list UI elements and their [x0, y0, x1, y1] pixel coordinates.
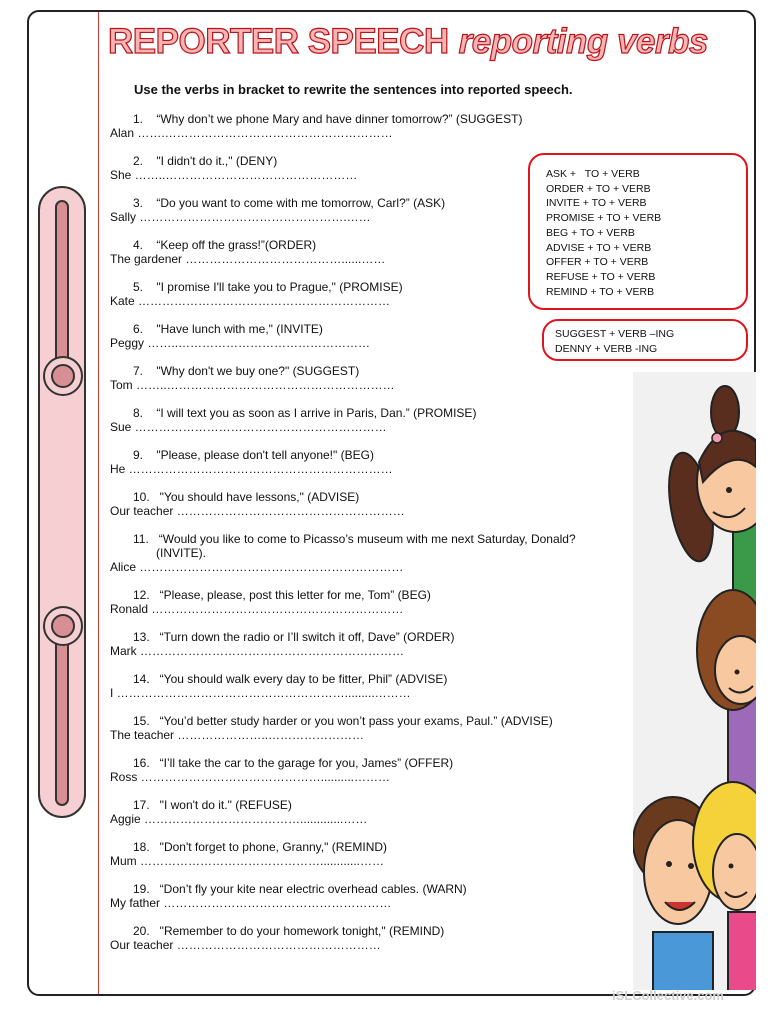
- exercise-prompt: 9. "Please, please don't tell anyone!" (BEG): [133, 448, 374, 462]
- exercise-item: [110, 924, 444, 952]
- exercise-item: [110, 196, 445, 224]
- answer-line[interactable]: The gardener …………………………………......……: [110, 252, 386, 266]
- exercise-item: [110, 280, 403, 308]
- verb-pattern: ORDER + TO + VERB: [546, 182, 651, 195]
- verb-pattern: ASK + TO + VERB: [546, 168, 640, 180]
- binder-rod: [55, 200, 69, 380]
- exercise-prompt: 11. “Would you like to come to Picasso’s museum with me next Saturday, Donald?: [133, 532, 576, 546]
- verb-pattern-box-gerund: [542, 319, 748, 361]
- answer-line[interactable]: Mark …………………………………………………………: [110, 644, 404, 658]
- binder-ring-icon: [43, 356, 83, 396]
- exercise-prompt: 18. "Don't forget to phone, Granny," (REMIND): [133, 840, 388, 854]
- exercise-prompt: 10. "You should have lessons," (ADVISE): [133, 490, 360, 504]
- exercise-prompt: 3. “Do you want to come with me tomorrow, Carl?” (ASK): [133, 196, 446, 210]
- answer-line[interactable]: Sue ………………………………………………………: [110, 420, 387, 434]
- exercise-prompt: 17. "I won't do it." (REFUSE): [133, 798, 292, 812]
- margin-line: [98, 12, 99, 994]
- title-main: REPORTER SPEECH: [108, 22, 449, 61]
- binder-rod: [55, 620, 69, 806]
- answer-line[interactable]: Peggy ……..…………………………………………: [110, 336, 371, 350]
- exercise-prompt: 19. “Don’t fly your kite near electric overhead cables. (WARN): [133, 882, 467, 896]
- exercise-prompt: 13. “Turn down the radio or I’ll switch it off, Dave” (ORDER): [133, 630, 455, 644]
- answer-line[interactable]: Ronald ………………………………………………………: [110, 602, 404, 616]
- exercise-item: [110, 406, 476, 434]
- exercise-prompt: 4. “Keep off the grass!”(ORDER): [133, 238, 317, 252]
- exercise-prompt: 14. “You should walk every day to be fitter, Phil” (ADVISE): [133, 672, 448, 686]
- answer-line[interactable]: Mum ………………………………………............……: [110, 854, 385, 868]
- exercise-item: [110, 238, 385, 266]
- exercise-prompt: 12. “Please, please, post this letter for me, Tom” (BEG): [133, 588, 431, 602]
- answer-line[interactable]: The teacher …………………..……………………: [110, 728, 365, 742]
- exercise-item: [110, 672, 447, 700]
- answer-line[interactable]: She ……..…………………………………………: [110, 168, 358, 182]
- exercise-item: [110, 588, 431, 616]
- exercise-prompt: 7. "Why don't we buy one?" (SUGGEST): [133, 364, 360, 378]
- answer-line[interactable]: Tom ……..…………………………………………………: [110, 378, 395, 392]
- verb-pattern: INVITE + TO + VERB: [546, 197, 647, 210]
- exercise-item: [110, 756, 453, 784]
- answer-line[interactable]: Kate ………………………………………………………: [110, 294, 391, 308]
- exercise-item: [110, 714, 553, 742]
- exercise-item: [110, 112, 523, 140]
- answer-line[interactable]: Our teacher …………………………………………………: [110, 504, 405, 518]
- children-illustration: [633, 372, 756, 990]
- children-illustration-svg: [633, 372, 756, 990]
- title-sub: reporting verbs: [458, 22, 708, 61]
- verb-pattern: SUGGEST + VERB –ING: [555, 328, 675, 340]
- exercise-prompt: 16. “I’ll take the car to the garage for you, James” (OFFER): [133, 756, 454, 770]
- answer-line[interactable]: Ross ………………………………………..........………: [110, 770, 391, 784]
- verb-pattern: BEG + TO + VERB: [546, 226, 635, 239]
- exercise-item: [110, 364, 395, 392]
- answer-line[interactable]: Alice …………………………………………………………: [110, 560, 404, 574]
- exercise-prompt: 5. "I promise I'll take you to Prague," (PROMISE): [133, 280, 403, 294]
- exercise-item: [110, 532, 576, 574]
- exercise-prompt: 1. “Why don’t we phone Mary and have dinner tomorrow?” (SUGGEST): [133, 112, 523, 126]
- exercise-prompt: 2. "I didn't do it.," (DENY): [133, 154, 278, 168]
- verb-pattern: OFFER + TO + VERB: [546, 256, 649, 269]
- exercise-item: [110, 840, 387, 868]
- exercise-prompt: 15. “You’d better study harder or you won’t pass your exams, Paul.” (ADVISE): [133, 714, 553, 728]
- answer-line[interactable]: Sally …………………………………………….……: [110, 210, 371, 224]
- verb-pattern: PROMISE + TO + VERB: [546, 212, 662, 225]
- verb-pattern-box-infinitive: [528, 153, 748, 310]
- answer-line[interactable]: I ………………………………………………….........………: [110, 686, 411, 700]
- exercise-item: [110, 630, 454, 658]
- instruction-text: Use the verbs in bracket to rewrite the sentences into reported speech.: [134, 82, 573, 97]
- exercise-item: [110, 448, 393, 476]
- verb-pattern: DENNY + VERB -ING: [555, 342, 658, 355]
- exercise-prompt: 8. “I will text you as soon as I arrive in Paris, Dan.” (PROMISE): [133, 406, 477, 420]
- exercise-item: [110, 490, 405, 518]
- watermark: iSLCollective.com: [612, 988, 724, 1003]
- exercise-prompt: 20. "Remember to do your homework tonight," (REMIND): [133, 924, 445, 938]
- exercise-prompt: 6. "Have lunch with me," (INVITE): [133, 322, 323, 336]
- verb-pattern: ADVISE + TO + VERB: [546, 241, 652, 254]
- answer-line[interactable]: Alan …….…………………………………………………: [110, 126, 393, 140]
- page-title: [108, 22, 708, 62]
- exercise-item: [110, 798, 367, 826]
- answer-line[interactable]: He …………………………………………………………: [110, 462, 393, 476]
- verb-pattern: REMIND + TO + VERB: [546, 285, 655, 298]
- exercise-item: [110, 322, 370, 350]
- answer-line[interactable]: My father …………………………………………………: [110, 896, 392, 910]
- binder-ring-icon: [43, 606, 83, 646]
- exercise-prompt-cont: (INVITE).: [156, 546, 206, 560]
- verb-pattern: REFUSE + TO + VERB: [546, 270, 656, 283]
- answer-line[interactable]: Our teacher ……………………………………………: [110, 938, 381, 952]
- exercise-item: [110, 882, 467, 910]
- answer-line[interactable]: Aggie ………………………………….............……: [110, 812, 368, 826]
- exercise-item: [110, 154, 357, 182]
